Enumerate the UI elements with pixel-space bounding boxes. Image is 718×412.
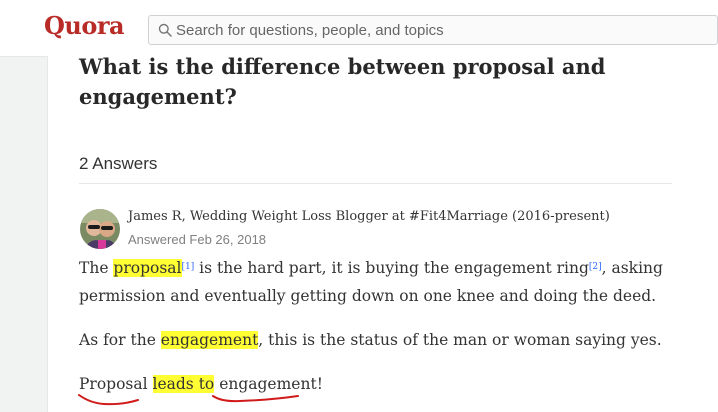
author-name[interactable]: James R (128, 209, 182, 224)
text-run: engagement! (214, 375, 323, 393)
search-input[interactable] (176, 16, 696, 44)
answers-count: 2 Answers (79, 154, 158, 173)
answer-paragraph (79, 326, 679, 354)
answer-paragraph (79, 254, 679, 310)
avatar[interactable] (80, 209, 120, 249)
answered-date[interactable]: Answered Feb 26, 2018 (128, 232, 267, 247)
search-icon (158, 23, 172, 37)
text-run: The (79, 259, 114, 277)
author-line (128, 209, 610, 224)
highlighted-word: engagement (160, 331, 259, 349)
divider (79, 183, 672, 184)
text-run: is the hard part, it is buying the engagement ring (194, 259, 589, 277)
highlighted-word: proposal (113, 259, 182, 277)
answer-paragraph (79, 370, 679, 398)
footnote-ref[interactable]: [1] (181, 262, 195, 272)
quora-logo[interactable]: Quora (44, 11, 125, 40)
question-card (47, 56, 718, 412)
highlighted-word: leads to (152, 375, 215, 393)
author-credential: Wedding Weight Loss Blogger at #Fit4Marriage (2016-present) (189, 209, 610, 224)
top-bar (0, 0, 718, 57)
text-run: , this is the status of the man or woman saying yes. (258, 331, 662, 349)
author-separator: , (181, 209, 190, 224)
avatar-image (80, 209, 120, 249)
text-run: Proposal (79, 375, 153, 393)
text-run: , asking permission and eventually getting down on one knee and doing the deed. (79, 259, 663, 305)
text-run: As for the (79, 331, 161, 349)
search-box[interactable] (148, 15, 718, 45)
footnote-ref[interactable]: [2] (588, 262, 602, 272)
question-title[interactable]: What is the difference between proposal and engagement? (79, 54, 606, 109)
